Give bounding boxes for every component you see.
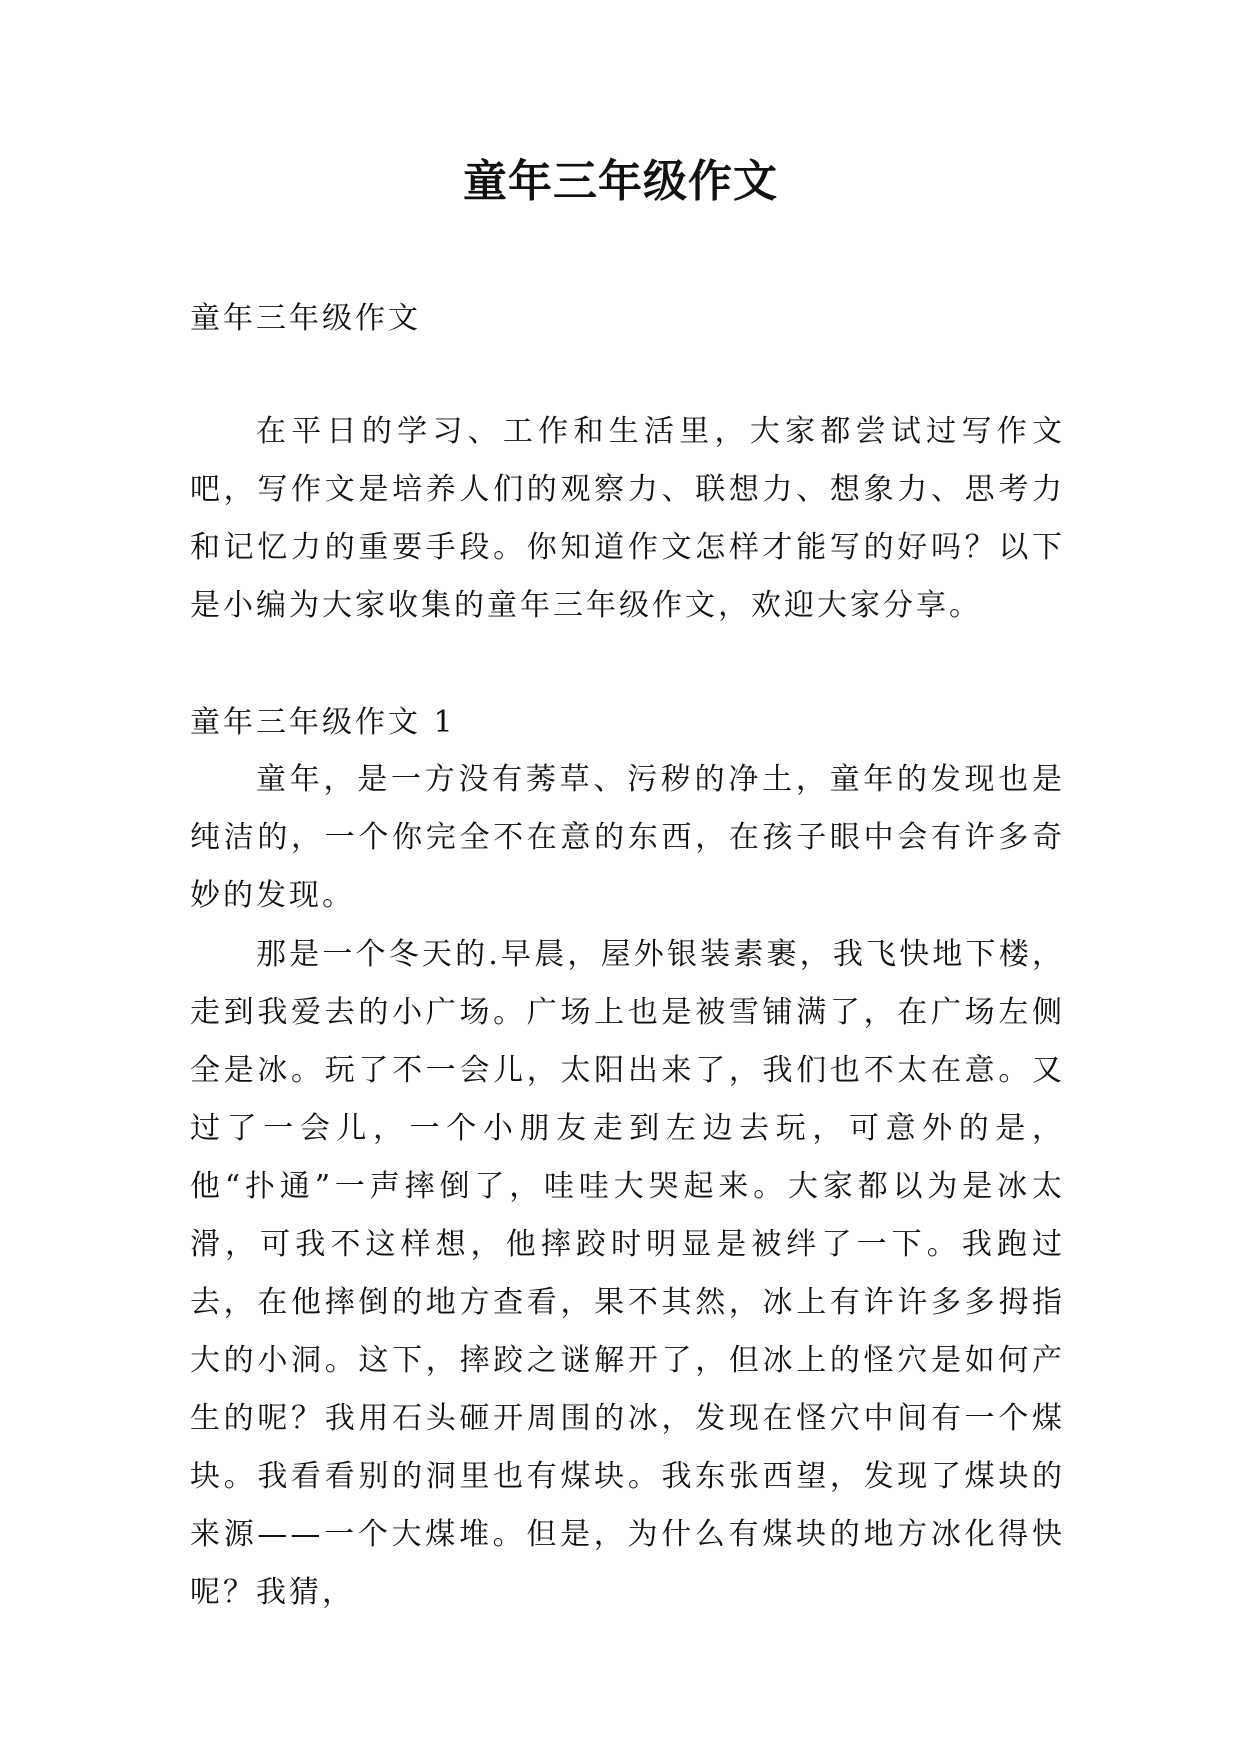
body-paragraph: 那是一个冬天的.早晨，屋外银装素裹，我飞快地下楼，走到我爱去的小广场。广场上也是被雪铺满了，在广场左侧全是冰。玩了不一会儿，太阳出来了，我们也不太在意。又过了一会儿，一个小朋友走到左边去玩，可意外的是，他“扑通”一声摔倒了，哇哇大哭起来。大家都以为是冰太滑，可我不这样想，他摔跤时明显是被绊了一下。我跑过去，在他摔倒的地方查看，果不其然，冰上有许许多多拇指大的小洞。这下，摔跤之谜解开了，但冰上的怪穴是如何产生的呢？我用石头砸开周围的冰，发现在怪穴中间有一个煤块。我看看别的洞里也有煤块。我东张西望，发现了煤块的来源——一个大煤堆。但是，为什么有煤块的地方冰化得快呢？我猜，	[190, 937, 1065, 1610]
document-title: 童年三年级作文	[463, 156, 778, 207]
document-subtitle: 童年三年级作文	[190, 301, 421, 336]
body-paragraph: 童年，是一方没有莠草、污秽的净土，童年的发现也是纯洁的，一个你完全不在意的东西，在孩子眼中会有许多奇妙的发现。	[190, 762, 1065, 913]
intro-paragraph: 在平日的学习、工作和生活里，大家都尝试过写作文吧，写作文是培养人们的观察力、联想力、想象力、思考力和记忆力的重要手段。你知道作文怎样才能写的好吗？以下是小编为大家收集的童年三年级作文，欢迎大家分享。	[190, 414, 1065, 623]
section-heading: 童年三年级作文 1	[190, 705, 456, 740]
